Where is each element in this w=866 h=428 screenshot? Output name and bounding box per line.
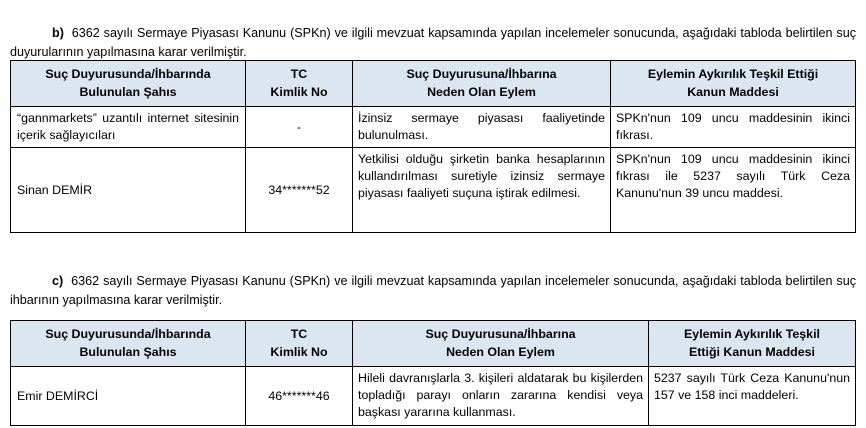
- paragraph-c-label: c): [52, 273, 64, 288]
- table-1-header-tc-line1: TC: [290, 67, 308, 81]
- table-2-row-0-action: Hileli davranışlarla 3. kişileri aldatarak bu kişilerden topladığı parayı onların zararına kendisi veya başkası yararına kullanması.: [353, 367, 649, 426]
- table-1-header-person: [11, 61, 246, 107]
- table-row: [11, 148, 856, 233]
- table-2-header-action: [353, 321, 649, 367]
- paragraph-c: [10, 272, 856, 310]
- table-row: [11, 367, 856, 426]
- table-2-header-law: [649, 321, 856, 367]
- crime-report-table-1: [10, 60, 856, 233]
- paragraph-b-text: 6362 sayılı Sermaye Piyasası Kanunu (SPKn) ve ilgili mevzuat kapsamında yapılan incelemeler sonucunda, aşağıdaki tabloda belirtilen suç duyurularının yapılmasına karar verilmiştir.: [10, 25, 857, 59]
- table-2-row-0-tc: 46*******46: [246, 367, 353, 426]
- table-2-header-tc: [246, 321, 353, 367]
- table-1-row-1-person: Sinan DEMİR: [11, 148, 246, 233]
- table-1-header-person-line2: Bulunulan Şahıs: [79, 84, 177, 99]
- table-2-header-action-line1: Suç Duyurusuna/İhbarına: [425, 327, 576, 341]
- table-2-header-tc-line2: Kimlik No: [270, 344, 328, 359]
- paragraph-b: [10, 24, 856, 62]
- table-1-row-0-law: SPKn'nun 109 uncu maddesinin ikinci fıkrası.: [611, 107, 856, 148]
- table-1-row-1-law: SPKn'nun 109 uncu maddesinin ikinci fıkrası ile 5237 sayılı Türk Ceza Kanunu'nun 39 uncu maddesi.: [611, 148, 856, 233]
- table-1-header-tc-line2: Kimlik No: [270, 84, 328, 99]
- paragraph-b-label: b): [52, 25, 64, 40]
- table-2-header-person: [11, 321, 246, 367]
- table-1-row-0-tc: -: [246, 107, 353, 148]
- table-row: [11, 107, 856, 148]
- table-2-header-law-line2: Ettiği Kanun Maddesi: [689, 344, 815, 359]
- table-1-header-tc: [246, 61, 353, 107]
- table-2-row-0-law: 5237 sayılı Türk Ceza Kanunu'nun 157 ve 158 inci maddeleri.: [649, 367, 856, 426]
- table-1-header-person-line1: Suç Duyurusunda/İhbarında: [45, 67, 211, 81]
- table-1-header-row: [11, 61, 856, 107]
- table-1-header-law: [611, 61, 856, 107]
- table-2-row-0-person: Emir DEMİRCİ: [11, 367, 246, 426]
- crime-report-table-2: [10, 320, 856, 426]
- paragraph-c-text: 6362 sayılı Sermaye Piyasası Kanunu (SPKn) ve ilgili mevzuat kapsamında yapılan incelemeler sonucunda, aşağıdaki tabloda belirtilen suç ihbarının yapılmasına karar verilmiştir.: [10, 273, 857, 307]
- table-1-row-1-action: Yetkilisi olduğu şirketin banka hesaplarının kullandırılması suretiyle izinsiz sermaye piyasası faaliyeti suçuna iştirak edilmesi.: [353, 148, 611, 233]
- table-2-header-action-line2: Neden Olan Eylem: [446, 344, 555, 359]
- table-1-row-1-tc: 34*******52: [246, 148, 353, 233]
- table-2-header-person-line2: Bulunulan Şahıs: [79, 344, 177, 359]
- table-1-header-law-line1: Eylemin Aykırılık Teşkil Ettiği: [647, 67, 819, 81]
- table-1-header-law-line2: Kanun Maddesi: [687, 84, 779, 99]
- table-1-header-action-line2: Neden Olan Eylem: [427, 84, 536, 99]
- table-1-row-0-action: İzinsiz sermaye piyasası faaliyetinde bulunulması.: [353, 107, 611, 148]
- table-2-header-law-line1: Eylemin Aykırılık Teşkil: [684, 327, 820, 341]
- table-2-header-row: [11, 321, 856, 367]
- table-2-header-person-line1: Suç Duyurusunda/İhbarında: [45, 327, 211, 341]
- table-1-header-action-line1: Suç Duyurusuna/İhbarına: [406, 67, 557, 81]
- table-1-row-0-person: “gannmarkets” uzantılı internet sitesinin içerik sağlayıcıları: [11, 107, 246, 148]
- table-1-header-action: [353, 61, 611, 107]
- table-2-header-tc-line1: TC: [290, 327, 308, 341]
